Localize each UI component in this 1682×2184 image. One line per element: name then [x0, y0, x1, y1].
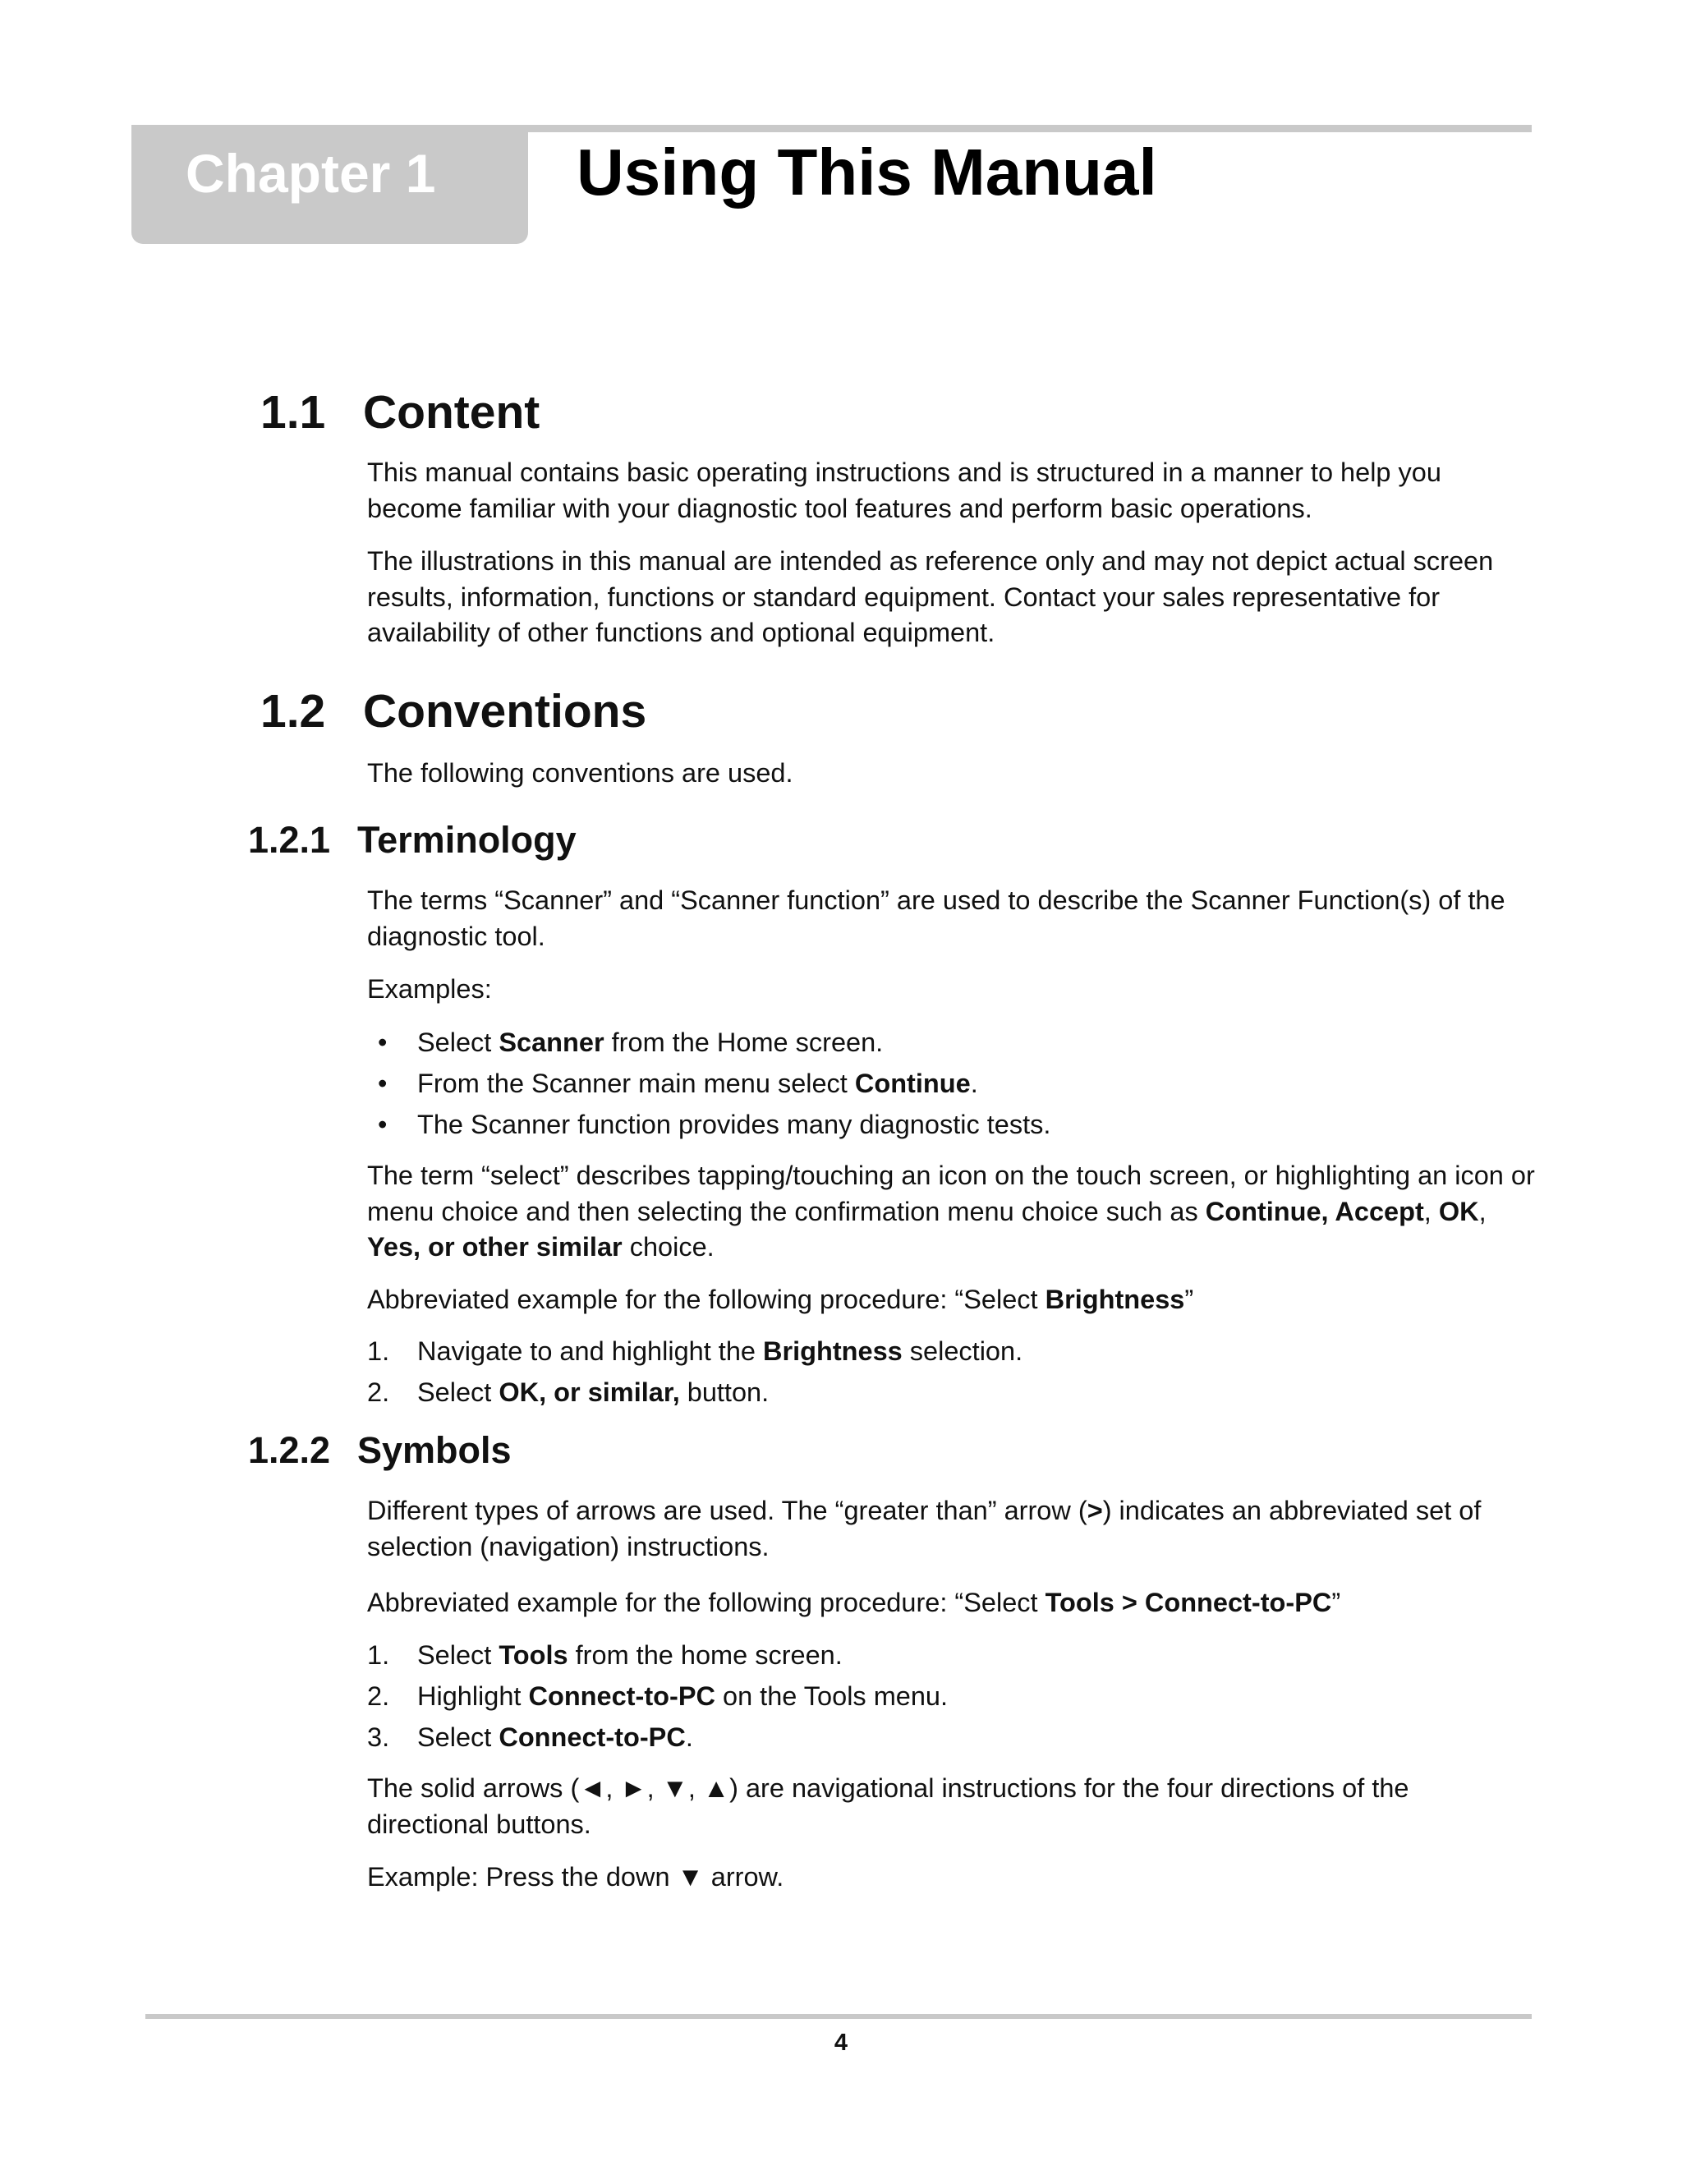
paragraph: The following conventions are used. — [367, 758, 793, 788]
section-number: 1.1 — [260, 386, 326, 439]
subsection-heading-terminology — [248, 819, 577, 862]
subsection-number: 1.2.1 — [248, 819, 331, 861]
section-number: 1.2 — [260, 685, 326, 738]
chapter-title: Using This Manual — [577, 136, 1157, 209]
list-item: • Select Scanner from the Home screen. — [367, 1025, 1537, 1061]
paragraph-solid-arrows: The solid arrows (◄, ►, ▼, ▲) are navigational instructions for the four directions of the directional buttons. — [367, 1773, 1409, 1839]
list-item: • From the Scanner main menu select Continue. — [367, 1066, 1537, 1102]
bullet-mark: • — [378, 1069, 388, 1098]
subsection-heading-symbols — [248, 1429, 512, 1472]
paragraph-select-definition: The term “select” describes tapping/touching an icon on the touch screen, or highlighting an icon or menu choice and then selecting the confirmation menu choice such as Continue, Accept, OK, Yes, or other similar choice. — [367, 1161, 1535, 1262]
page-number: 4 — [834, 2030, 848, 2056]
step-number: 2. — [367, 1377, 390, 1407]
footer-rule — [145, 2014, 1532, 2019]
paragraph-abbrev-example: Abbreviated example for the following procedure: “Select Brightness” — [367, 1285, 1194, 1314]
subsection-title: Symbols — [357, 1429, 512, 1471]
numbered-step: 2. Select OK, or similar, button. — [367, 1375, 1537, 1411]
section-title: Conventions — [363, 685, 647, 738]
step-number: 1. — [367, 1640, 390, 1670]
paragraph: The illustrations in this manual are intended as reference only and may not depict actual screen results, information, functions or standard equipment. Contact your sales representative for availability of other functions and optional equipment. — [367, 546, 1494, 647]
header-rule — [522, 125, 1532, 132]
paragraph-abbrev-example: Abbreviated example for the following procedure: “Select Tools > Connect-to-PC” — [367, 1588, 1341, 1617]
paragraph-example: Example: Press the down ▼ arrow. — [367, 1862, 784, 1892]
examples-label: Examples: — [367, 974, 492, 1004]
step-number: 2. — [367, 1681, 390, 1711]
list-item: • The Scanner function provides many diagnostic tests. — [367, 1107, 1537, 1143]
paragraph: The terms “Scanner” and “Scanner function” are used to describe the Scanner Function(s) of the diagnostic tool. — [367, 885, 1505, 951]
step-number: 1. — [367, 1336, 390, 1366]
chapter-label: Chapter 1 — [186, 143, 436, 204]
numbered-step: 1. Select Tools from the home screen. — [367, 1638, 1537, 1674]
paragraph: This manual contains basic operating instructions and is structured in a manner to help you become familiar with your diagnostic tool features and perform basic operations. — [367, 457, 1441, 523]
section-heading-conventions — [260, 685, 646, 738]
numbered-step: 1. Navigate to and highlight the Brightness selection. — [367, 1334, 1537, 1370]
section-heading-content — [260, 386, 540, 439]
numbered-step: 2. Highlight Connect-to-PC on the Tools menu. — [367, 1679, 1537, 1715]
paragraph-arrow-types: Different types of arrows are used. The “greater than” arrow (>) indicates an abbreviated set of selection (navigation) instructions. — [367, 1496, 1482, 1561]
numbered-step: 3. Select Connect-to-PC. — [367, 1720, 1537, 1756]
step-number: 3. — [367, 1722, 390, 1752]
subsection-number: 1.2.2 — [248, 1429, 331, 1471]
bullet-mark: • — [378, 1028, 388, 1057]
subsection-title: Terminology — [357, 819, 577, 861]
bullet-mark: • — [378, 1110, 388, 1139]
section-title: Content — [363, 386, 540, 439]
